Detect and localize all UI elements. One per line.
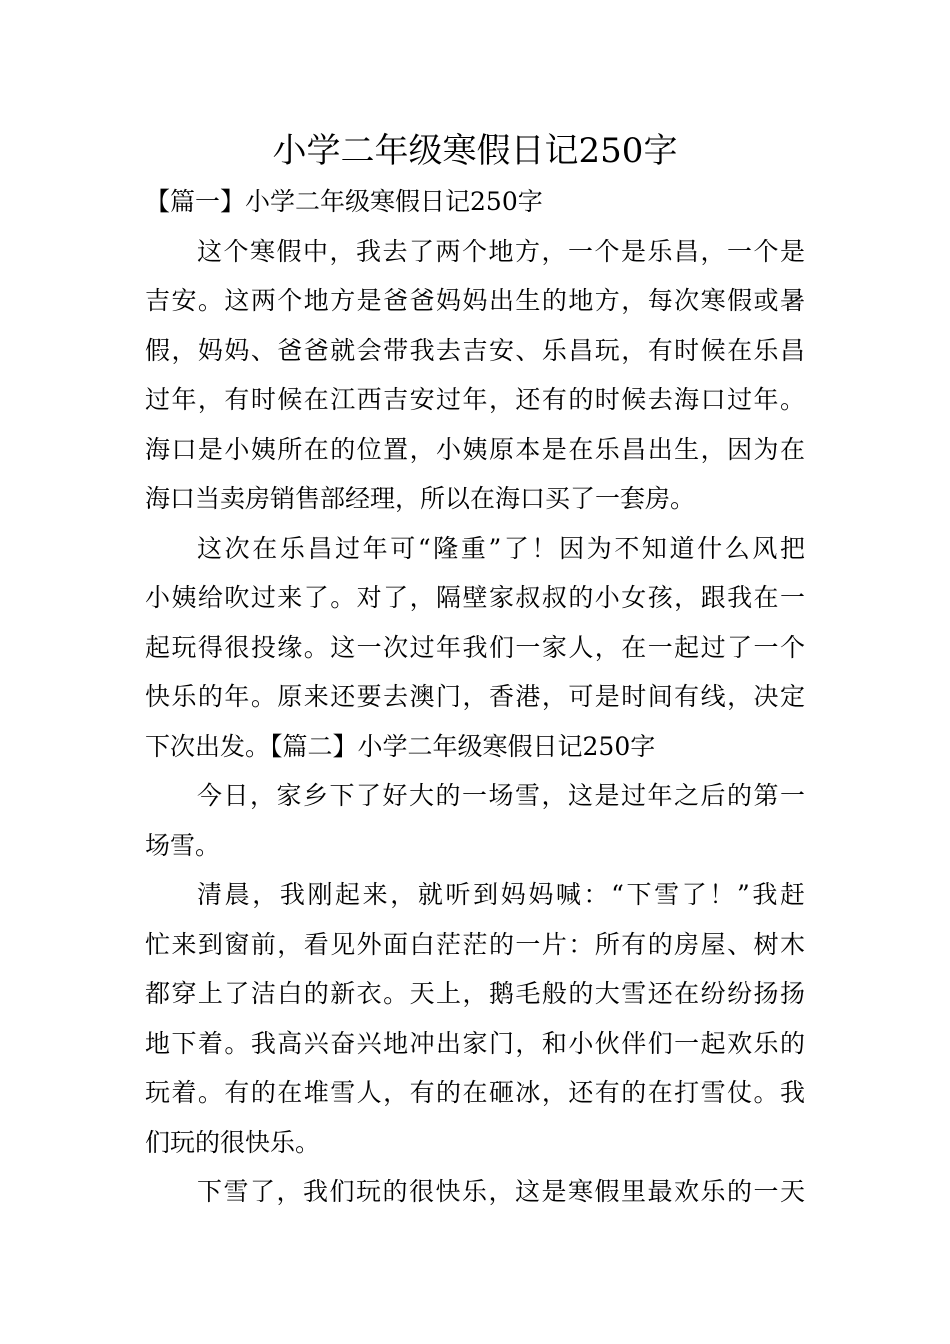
text-line: 下次出发。【篇二】小学二年级寒假日记250字	[145, 731, 656, 761]
text-line: 快乐的年。原来还要去澳门，香港，可是时间有线，决定	[145, 682, 805, 711]
text-line: 【篇一】小学二年级寒假日记250字	[145, 187, 543, 216]
text-line: 这次在乐昌过年可“隆重”了！因为不知道什么风把	[197, 533, 805, 563]
text-line: 起玩得很投缘。这一次过年我们一家人，在一起过了一个	[145, 632, 805, 662]
text-line: 吉安。这两个地方是爸爸妈妈出生的地方，每次寒假或暑	[145, 286, 805, 315]
document-title: 小学二年级寒假日记250字	[272, 131, 678, 171]
text-line: 海口当卖房销售部经理，所以在海口买了一套房。	[145, 484, 696, 513]
text-line: 小姨给吹过来了。对了，隔壁家叔叔的小女孩，跟我在一	[145, 583, 805, 612]
text-line: 过年，有时候在江西吉安过年，还有的时候去海口过年。	[145, 385, 805, 414]
text-line: 忙来到窗前，看见外面白茫茫的一片：所有的房屋、树木	[145, 929, 805, 959]
text-line: 场雪。	[145, 830, 221, 860]
text-line: 海口是小姨所在的位置，小姨原本是在乐昌出生，因为在	[145, 434, 805, 464]
text-line: 地下着。我高兴奋兴地冲出家门，和小伙伴们一起欢乐的	[145, 1028, 805, 1058]
text-line: 都穿上了洁白的新衣。天上，鹅毛般的大雪还在纷纷扬扬	[145, 979, 805, 1008]
text-line: 清晨，我刚起来，就听到妈妈喊：“下雪了！”我赶	[197, 880, 805, 909]
text-line: 下雪了，我们玩的很快乐，这是寒假里最欢乐的一天	[197, 1177, 805, 1206]
text-line: 今日，家乡下了好大的一场雪，这是过年之后的第一	[197, 781, 805, 810]
document-body	[145, 177, 805, 1217]
text-line: 假，妈妈、爸爸就会带我去吉安、乐昌玩，有时候在乐昌	[145, 335, 805, 365]
text-line: 玩着。有的在堆雪人，有的在砸冰，还有的在打雪仗。我	[145, 1078, 805, 1107]
text-line: 们玩的很快乐。	[145, 1127, 321, 1157]
text-line: 这个寒假中，我去了两个地方，一个是乐昌，一个是	[197, 236, 805, 266]
